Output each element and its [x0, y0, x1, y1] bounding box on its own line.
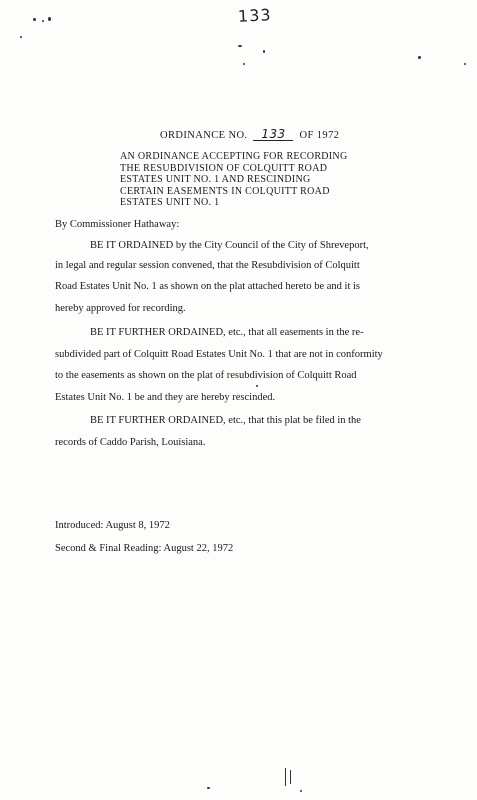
scan-speck: [285, 768, 286, 786]
caption-line: ESTATES UNIT NO. 1 AND RESCINDING: [120, 174, 311, 185]
body-line: subdivided part of Colquitt Road Estates Unit No. 1 that are not in conformity: [55, 349, 383, 360]
caption-line: AN ORDINANCE ACCEPTING FOR RECORDING: [120, 151, 348, 162]
final-reading-date: Second & Final Reading: August 22, 1972: [55, 543, 234, 554]
introduced-date: Introduced: August 8, 1972: [55, 520, 170, 531]
caption-line: CERTAIN EASEMENTS IN COLQUITT ROAD: [120, 185, 330, 197]
scan-speck: [20, 36, 22, 38]
handwritten-page-number: 133: [237, 5, 273, 26]
scan-speck: [238, 45, 242, 47]
body-line: Road Estates Unit No. 1 as shown on the plat attached hereto be and it is: [55, 281, 361, 292]
scan-speck: [300, 790, 302, 792]
ordinance-title-prefix: ORDINANCE NO.: [160, 130, 248, 141]
caption-line: ESTATES UNIT NO. 1: [120, 197, 220, 208]
scan-speck: [263, 50, 265, 53]
body-line: Estates Unit No. 1 be and they are hereby rescinded.: [55, 392, 276, 403]
scan-speck: [48, 17, 51, 21]
scan-speck: [256, 385, 258, 387]
body-line: BE IT ORDAINED by the City Council of the City of Shreveport,: [90, 240, 369, 251]
body-line: BE IT FURTHER ORDAINED, etc., that this plat be filed in the: [90, 415, 361, 426]
body-line: records of Caddo Parish, Louisiana.: [55, 437, 206, 448]
ordinance-title-suffix: OF 1972: [299, 130, 340, 141]
caption-line: THE RESUBDIVISION OF COLQUITT ROAD: [120, 162, 328, 174]
scan-speck: [42, 20, 44, 22]
scan-speck: [207, 787, 210, 789]
scan-speck: [418, 56, 421, 59]
scan-speck: [290, 770, 291, 784]
ordinance-number-handwritten: 133: [253, 129, 293, 141]
body-line: hereby approved for recording.: [55, 303, 186, 314]
ordinance-title: [160, 129, 339, 141]
body-line: BE IT FURTHER ORDAINED, etc., that all easements in the re-: [90, 327, 364, 338]
body-line: to the easements as shown on the plat of resubdivision of Colquitt Road: [55, 370, 357, 381]
ordinance-caption: [120, 151, 370, 209]
scan-speck: [33, 18, 36, 21]
body-line: in legal and regular session convened, that the Resubdivision of Colquitt: [55, 260, 360, 271]
scan-speck: [464, 63, 466, 65]
scan-speck: [243, 63, 245, 65]
byline: By Commissioner Hathaway:: [55, 219, 180, 230]
